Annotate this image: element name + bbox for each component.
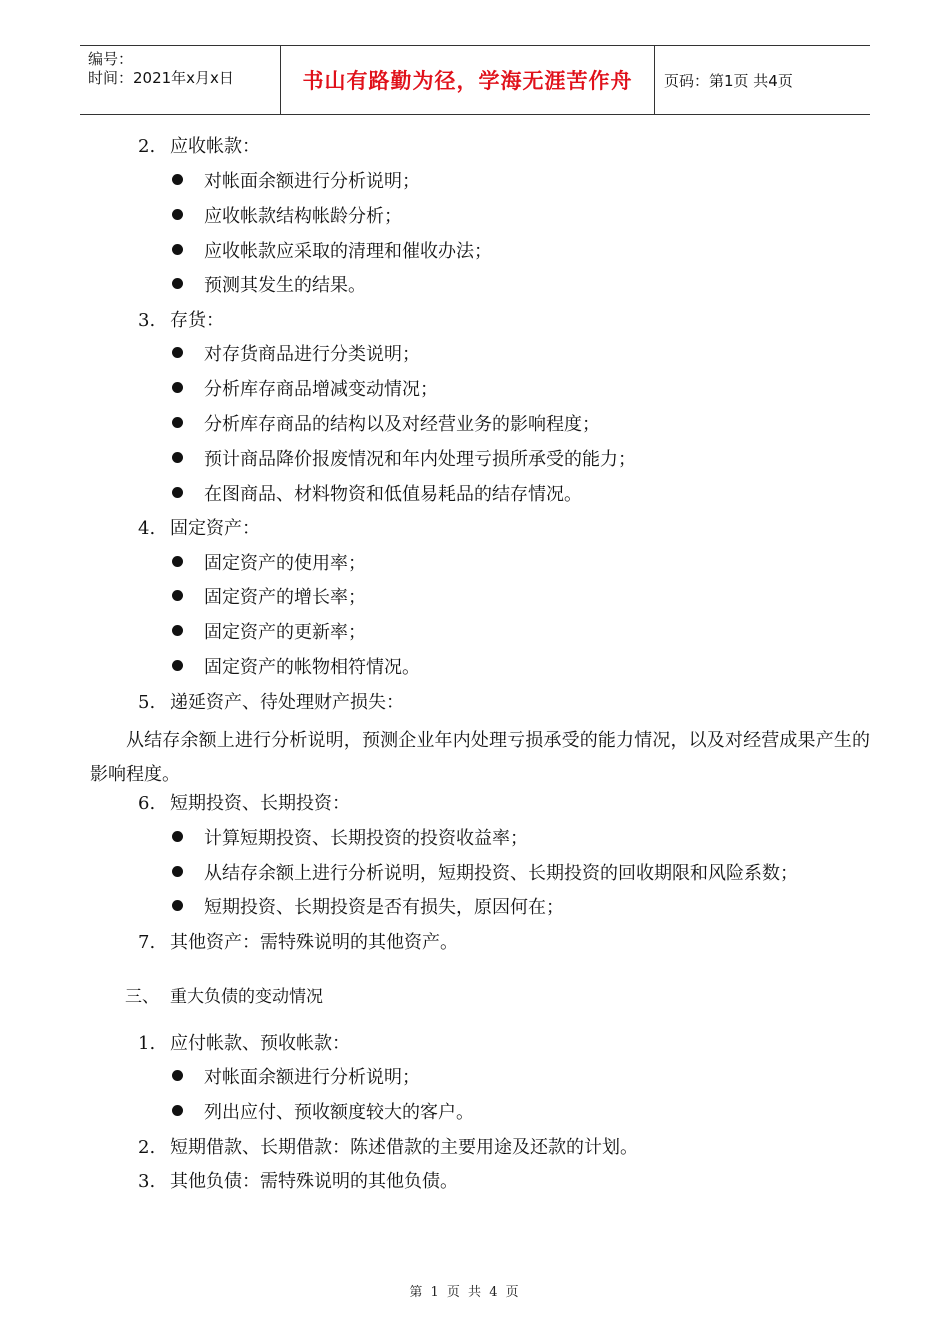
numbered-item <box>138 1168 458 1196</box>
numbered-item <box>138 307 224 335</box>
numbered-item <box>138 790 350 818</box>
numbered-item <box>138 1134 638 1162</box>
serial-label: 编号： <box>88 50 134 68</box>
bullet-item <box>172 654 420 682</box>
bullet-item <box>172 825 528 853</box>
item-text: 在图商品、材料物资和低值易耗品的结存情况。 <box>204 484 582 505</box>
item-text: 对帐面余额进行分析说明； <box>204 171 420 192</box>
section-number: 三、 <box>125 987 159 1007</box>
item-text: 对存货商品进行分类说明； <box>204 344 420 365</box>
bullet-icon <box>172 660 183 671</box>
header-divider <box>654 46 655 114</box>
item-text: 应收帐款： <box>170 136 260 157</box>
item-number: 1. <box>138 1033 156 1054</box>
bullet-icon <box>172 487 183 498</box>
page-footer <box>0 1281 950 1300</box>
item-text: 固定资产的增长率； <box>204 587 366 608</box>
item-text: 短期投资、长期投资： <box>170 793 350 814</box>
bullet-icon <box>172 417 183 428</box>
item-text: 固定资产的使用率； <box>204 553 366 574</box>
header-page-info: 页码：第1页 共4页 <box>664 71 793 90</box>
bullet-icon <box>172 209 183 220</box>
item-number: 3. <box>138 310 156 331</box>
item-text: 固定资产： <box>170 518 260 539</box>
item-text: 计算短期投资、长期投资的投资收益率； <box>204 828 528 849</box>
bullet-item <box>172 584 366 612</box>
item-text: 其他资产：需特殊说明的其他资产。 <box>170 932 458 953</box>
bullet-icon <box>172 278 183 289</box>
item-text: 应收帐款结构帐龄分析； <box>204 206 402 227</box>
bullet-item <box>172 238 492 266</box>
numbered-item <box>138 133 260 161</box>
bullet-icon <box>172 382 183 393</box>
section-title: 重大负债的变动情况 <box>170 987 323 1007</box>
item-text: 短期投资、长期投资是否有损失，原因何在； <box>204 897 564 918</box>
item-text: 固定资产的帐物相符情况。 <box>204 657 420 678</box>
item-number: 7. <box>138 932 156 953</box>
bullet-item <box>172 1064 420 1092</box>
item-text: 固定资产的更新率； <box>204 622 366 643</box>
bullet-icon <box>172 347 183 358</box>
header-meta <box>88 50 234 88</box>
bullet-item <box>172 481 582 509</box>
header-motto: 书山有路勤为径，学海无涯苦作舟 <box>302 69 633 93</box>
bullet-icon <box>172 244 183 255</box>
numbered-item <box>138 515 260 543</box>
item-text: 分析库存商品的结构以及对经营业务的影响程度； <box>204 414 600 435</box>
item-number: 2. <box>138 136 156 157</box>
item-text: 预测其发生的结果。 <box>204 275 366 296</box>
bullet-icon <box>172 1105 183 1116</box>
item-text: 应收帐款应采取的清理和催收办法； <box>204 241 492 262</box>
bullet-item <box>172 860 798 888</box>
bullet-item <box>172 619 366 647</box>
item-text: 预计商品降价报废情况和年内处理亏损所承受的能力； <box>204 449 636 470</box>
bullet-icon <box>172 174 183 185</box>
item-text: 其他负债：需特殊说明的其他负债。 <box>170 1171 458 1192</box>
bullet-item <box>172 446 636 474</box>
item-text: 短期借款、长期借款：陈述借款的主要用途及还款的计划。 <box>170 1137 638 1158</box>
bullet-item <box>172 1099 474 1127</box>
bullet-icon <box>172 556 183 567</box>
bullet-icon <box>172 452 183 463</box>
bullet-icon <box>172 900 183 911</box>
item-text: 应付帐款、预收帐款： <box>170 1033 350 1054</box>
item-number: 2. <box>138 1137 156 1158</box>
page-header <box>80 45 870 115</box>
footer-page-number: 第 1 页 共 4 页 <box>409 1285 521 1300</box>
bullet-item <box>172 203 402 231</box>
item-number: 6. <box>138 793 156 814</box>
item-text: 分析库存商品增减变动情况； <box>204 379 438 400</box>
item-text: 对帐面余额进行分析说明； <box>204 1067 420 1088</box>
section-heading <box>125 983 323 1011</box>
bullet-item <box>172 168 420 196</box>
bullet-item <box>172 341 420 369</box>
item-text: 从结存余额上进行分析说明，短期投资、长期投资的回收期限和风险系数； <box>204 863 798 884</box>
bullet-icon <box>172 590 183 601</box>
numbered-item <box>138 689 404 717</box>
numbered-item <box>138 929 458 957</box>
item-number: 4. <box>138 518 156 539</box>
bullet-item <box>172 411 600 439</box>
numbered-item <box>138 1030 350 1058</box>
bullet-item <box>172 376 438 404</box>
item-number: 3. <box>138 1171 156 1192</box>
item-text: 存货： <box>170 310 224 331</box>
bullet-item <box>172 550 366 578</box>
bullet-item <box>172 894 564 922</box>
item-text: 列出应付、预收额度较大的客户。 <box>204 1102 474 1123</box>
item-number: 5. <box>138 692 156 713</box>
bullet-icon <box>172 831 183 842</box>
bullet-icon <box>172 625 183 636</box>
time-label: 时间：2021年x月x日 <box>88 69 234 87</box>
bullet-icon <box>172 866 183 877</box>
bullet-icon <box>172 1070 183 1081</box>
item-text: 递延资产、待处理财产损失： <box>170 692 404 713</box>
paragraph: 从结存余额上进行分析说明，预测企业年内处理亏损承受的能力情况，以及对经营成果产生的影响程度。 <box>90 730 870 785</box>
bullet-item <box>172 272 366 300</box>
